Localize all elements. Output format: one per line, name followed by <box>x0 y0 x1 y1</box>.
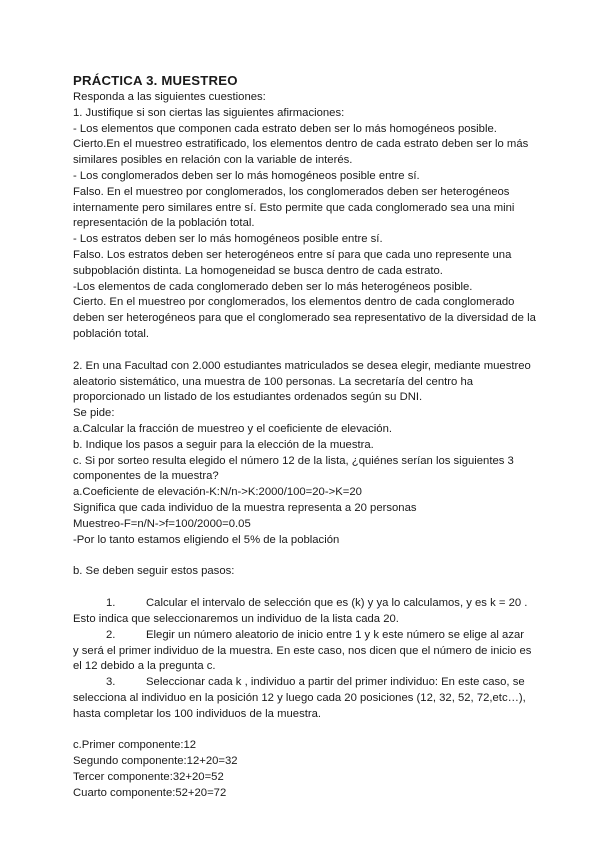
q2-line-12: -Por lo tanto estamos eligiendo el 5% de la población <box>73 533 340 546</box>
step-1-first-line: Calcular el intervalo de selección que es (k) y ya lo calculamos, y es k = 20 . <box>146 597 528 610</box>
step-1-line-2: Esto indica que seleccionaremos un individuo de la lista cada 20. <box>73 612 399 625</box>
step-3-line-3: hasta completar los 100 individuos de la muestra. <box>73 707 322 720</box>
q2-line-2: aleatorio sistemático, una muestra de 100 personas. La secretaría del centro ha <box>73 375 474 388</box>
q2-line-4: Se pide: <box>73 407 115 420</box>
question-1 <box>73 106 543 343</box>
q2-c-line-4: Cuarto componente:52+20=72 <box>73 786 227 799</box>
q2-line-6: b. Indique los pasos a seguir para la elección de la muestra. <box>73 438 374 451</box>
q2-line-9: a.Coeficiente de elevación-K:N/n->K:2000/100=20->K=20 <box>73 486 362 499</box>
step-2 <box>73 628 543 675</box>
question-2 <box>73 359 543 802</box>
document-content <box>73 72 543 802</box>
spacer <box>73 722 543 738</box>
step-3-line-2: selecciona al individuo en la posición 12 y luego cada 20 posiciones (12, 32, 52, 72,etc…), <box>73 691 526 704</box>
q1-statement-1: - Los elementos que componen cada estrato deben ser lo más homogéneos posible. <box>73 122 497 135</box>
q1-answer-1-line-1: Cierto.En el muestreo estratificado, los elementos dentro de cada estrato deben ser lo más <box>73 138 529 151</box>
spacer <box>73 343 543 359</box>
intro-line: Responda a las siguientes cuestiones: <box>73 91 266 103</box>
q1-answer-4-line-3: población total. <box>73 327 149 340</box>
q2-c-line-3: Tercer componente:32+20=52 <box>73 771 224 784</box>
step-2-line-3: el 12 debido a la pregunta c. <box>73 660 216 673</box>
q1-answer-1-line-2: similares posibles en relación con la variable de interés. <box>73 154 353 167</box>
step-1 <box>73 596 543 628</box>
q2-c-line-1: c.Primer componente:12 <box>73 739 197 752</box>
step-3-number: 3. <box>106 676 116 689</box>
q2-line-11: Muestreo-F=n/N->f=100/2000=0.05 <box>73 517 251 530</box>
q1-answer-3-line-2: subpoblación distinta. La homogeneidad se busca dentro de cada estrato. <box>73 264 443 277</box>
q2-b-heading: b. Se deben seguir estos pasos: <box>73 565 235 578</box>
q2-line-8: componentes de la muestra? <box>73 470 219 483</box>
step-1-number: 1. <box>106 597 116 610</box>
q2-line-3: proporcionado un listado de los estudiantes ordenados según su DNI. <box>73 391 423 404</box>
q1-answer-4-line-2: deben ser heterogéneos para que el conglomerado sea representativo de la diversidad de la <box>73 312 536 325</box>
q2-line-5: a.Calcular la fracción de muestreo y el coeficiente de elevación. <box>73 422 392 435</box>
page-title: PRÁCTICA 3. MUESTREO <box>73 73 238 88</box>
q2-line-10: Significa que cada individuo de la muestra representa a 20 personas <box>73 501 417 514</box>
q2-line-7: c. Si por sorteo resulta elegido el número 12 de la lista, ¿quiénes serían los siguientes 3 <box>73 454 514 467</box>
step-2-number: 2. <box>106 628 116 641</box>
q1-statement-2: - Los conglomerados deben ser lo más homogéneos posible entre sí. <box>73 169 420 182</box>
step-3 <box>73 675 543 722</box>
q2-c-line-2: Segundo componente:12+20=32 <box>73 755 238 768</box>
q1-statement-4: -Los elementos de cada conglomerado deben ser lo más heterogéneos posible. <box>73 280 473 293</box>
step-3-first-line: Seleccionar cada k , individuo a partir del primer individuo: En este caso, se <box>146 676 525 689</box>
q1-answer-2-line-2: internamente pero similares entre sí. Esto permite que cada conglomerado sea una mini <box>73 201 515 214</box>
q1-statement-3: - Los estratos deben ser lo más homogéneos posible entre sí. <box>73 233 383 246</box>
q1-answer-2-line-1: Falso. En el muestreo por conglomerados, los conglomerados deben ser heterogéneos <box>73 185 510 198</box>
q1-answer-4-line-1: Cierto. En el muestreo por conglomerados, los elementos dentro de cada conglomerado <box>73 296 515 309</box>
step-2-first-line: Elegir un número aleatorio de inicio entre 1 y k este número se elige al azar <box>146 628 525 641</box>
spacer <box>73 548 543 564</box>
q1-heading: 1. Justifique si son ciertas las siguientes afirmaciones: <box>73 106 345 119</box>
spacer <box>73 580 543 596</box>
q1-answer-2-line-3: representación de la población total. <box>73 217 255 230</box>
q2-line-1: 2. En una Facultad con 2.000 estudiantes matriculados se desea elegir, mediante muestreo <box>73 359 531 372</box>
step-2-line-2: y será el primer individuo de la muestra. En este caso, nos dicen que el número de inicio es <box>73 644 532 657</box>
q1-answer-3-line-1: Falso. Los estratos deben ser heterogéneos entre sí para que cada uno represente una <box>73 248 512 261</box>
